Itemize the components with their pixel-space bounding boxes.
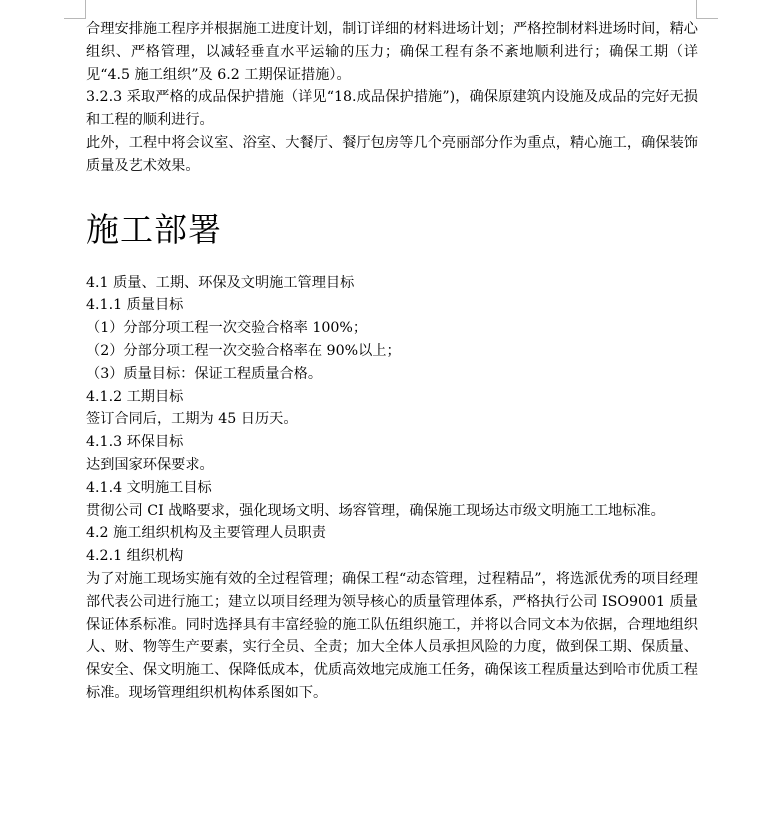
paragraph-key-areas: 此外，工程中将会议室、浴室、大餐厅、餐厅包房等几个亮丽部分作为重点，精心施工，确保装饰质量及艺术效果。 <box>86 134 698 174</box>
line-environment-target: 达到国家环保要求。 <box>86 456 214 473</box>
line-schedule-target: 签订合同后，工期为 45 日历天。 <box>86 411 298 428</box>
crop-mark-top-right <box>696 0 718 19</box>
crop-mark-top-left <box>64 0 86 19</box>
line-quality-2: （2）分部分项工程一次交验合格率在 90%以上； <box>86 342 401 359</box>
line-4-1: 4.1 质量、工期、环保及文明施工管理目标 <box>86 274 355 291</box>
line-quality-1: （1）分部分项工程一次交验合格率 100%； <box>86 320 368 337</box>
line-4-2: 4.2 施工组织机构及主要管理人员职责 <box>86 525 326 542</box>
paragraph-schedule: 合理安排施工程序并根据施工进度计划，制订详细的材料进场计划；严格控制材料进场时间，精心组织、严格管理，以减轻垂直水平运输的压力；确保工程有条不紊地顺利进行；确保工期（详见“4.5 施工组织”及 6.2 工期保证措施）。 <box>86 21 698 83</box>
line-4-1-2: 4.1.2 工期目标 <box>86 388 184 405</box>
paragraph-organization: 为了对施工现场实施有效的全过程管理；确保工程“动态管理，过程精品”，将选派优秀的项目经理部代表公司进行施工；建立以项目经理为领导核心的质量管理体系，严格执行公司 ISO9001 质量保证体系标准。同时选择具有丰富经验的施工队伍组织施工，并将以合同文本为依据，合理地组织人、财、物等生产要素，实行全员、全责；加大全体人员承担风险的力度，做到保工期、保质量、保安全、保文明施工、保降低成本，优质高效地完成施工任务，确保该工程质量达到哈市优质工程标准。现场管理组织机构体系图如下。 <box>86 570 698 701</box>
document-body[interactable] <box>86 18 698 705</box>
line-4-1-1: 4.1.1 质量目标 <box>86 297 184 314</box>
section-heading: 施工部署 <box>86 209 222 249</box>
line-civilized-target: 贯彻公司 CI 战略要求，强化现场文明、场容管理，确保施工现场达市级文明施工工地标准。 <box>86 502 665 519</box>
paragraph-3-2-3: 3.2.3 采取严格的成品保护措施（详见“18.成品保护措施”)，确保原建筑内设施及成品的完好无损和工程的顺利进行。 <box>86 89 698 129</box>
line-4-1-3: 4.1.3 环保目标 <box>86 434 184 451</box>
line-quality-3: （3）质量目标：保证工程质量合格。 <box>86 365 323 382</box>
line-4-2-1: 4.2.1 组织机构 <box>86 548 184 565</box>
line-4-1-4: 4.1.4 文明施工目标 <box>86 479 212 496</box>
